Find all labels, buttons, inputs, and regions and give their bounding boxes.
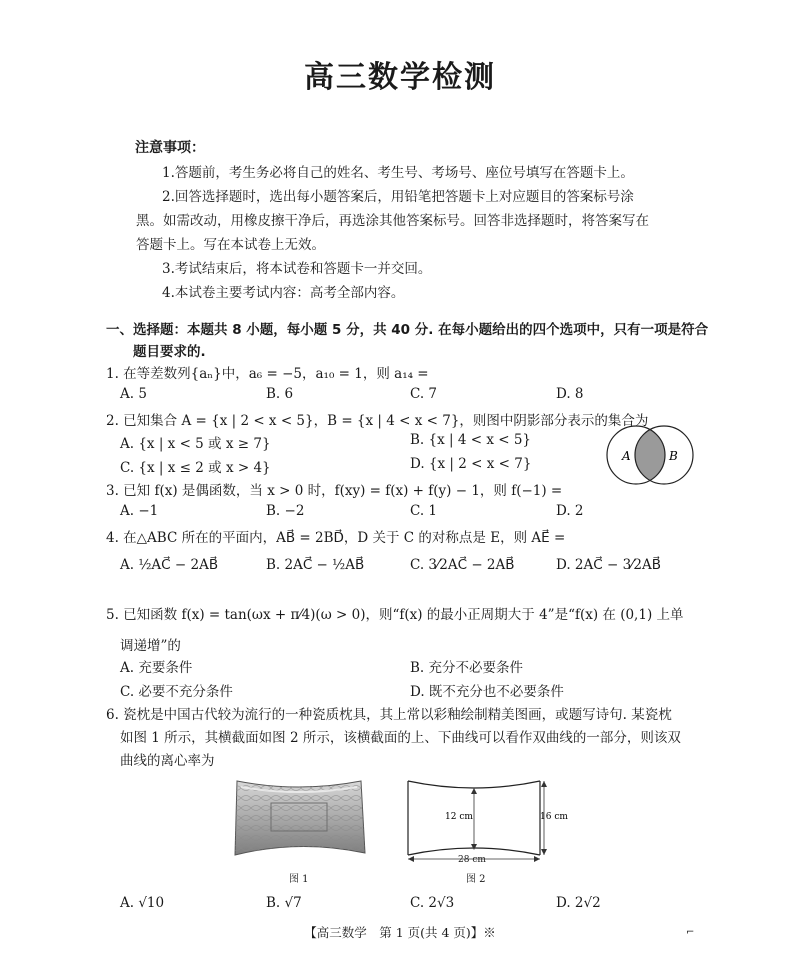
q1-option-d: D. 8 <box>556 386 584 402</box>
q5-stem: 5. 已知函数 f(x) = tan(ωx + π⁄4)(ω > 0)，则“f(x) 的最小正周期大于 4”是“f(x) 在 (0,1) 上单 <box>106 607 684 623</box>
notice-line-3: 黑。如需改动，用橡皮擦干净后，再选涂其他答案标号。回答非选择题时，将答案写在 <box>136 213 649 229</box>
corner-mark: ⌐ <box>686 927 695 938</box>
q2-option-c: C. {x | x ≤ 2 或 x > 4} <box>120 460 271 476</box>
q4-stem: 4. 在△ABC 所在的平面内，AB⃗ = 2BD⃗，D 关于 C 的对称点是 E，则 AE⃗ = <box>106 530 566 546</box>
notice-line-1: 1.答题前，考生务必将自己的姓名、考生号、考场号、座位号填写在答题卡上。 <box>162 165 634 181</box>
q4-option-b: B. 2AC⃗ − ½AB⃗ <box>266 557 365 573</box>
q1-option-a: A. 5 <box>120 386 147 402</box>
q5-option-c: C. 必要不充分条件 <box>120 684 233 700</box>
notice-heading: 注意事项： <box>135 140 205 156</box>
q1-option-b: B. 6 <box>266 386 294 402</box>
q2-option-d: D. {x | 2 < x < 7} <box>410 456 532 472</box>
q2-option-b: B. {x | 4 < x < 5} <box>410 432 532 448</box>
q5-stem-cont: 调递增”的 <box>120 638 181 654</box>
notice-line-2: 2.回答选择题时，选出每小题答案后，用铅笔把答题卡上对应题目的答案标号涂 <box>162 189 634 205</box>
q4-option-c: C. 3⁄2AC⃗ − 2AB⃗ <box>410 557 515 573</box>
q2-stem: 2. 已知集合 A = {x | 2 < x < 5}，B = {x | 4 < x < 7}，则图中阴影部分表示的集合为 <box>106 413 649 429</box>
page-title: 高三数学检测 <box>304 60 496 95</box>
upper-curve <box>408 781 540 788</box>
q5-option-a: A. 充要条件 <box>120 660 193 676</box>
dim-16-label: 16 cm <box>540 812 568 822</box>
figure-1-caption: 图 1 <box>289 874 309 885</box>
q4-option-d: D. 2AC⃗ − 3⁄2AB⃗ <box>556 557 662 573</box>
venn-label-a: A <box>622 449 631 463</box>
figure-2-caption: 图 2 <box>466 874 486 885</box>
q6-option-c: C. 2√3 <box>410 895 455 911</box>
q3-option-a: A. −1 <box>120 503 159 519</box>
notice-line-4: 答题卡上。写在本试卷上无效。 <box>136 237 325 253</box>
q5-option-b: B. 充分不必要条件 <box>410 660 524 676</box>
q6-option-d: D. 2√2 <box>556 895 601 911</box>
notice-line-5: 3.考试结束后，将本试卷和答题卡一并交回。 <box>162 261 432 277</box>
q1-option-c: C. 7 <box>410 386 438 402</box>
q6-option-b: B. √7 <box>266 895 302 911</box>
q6-stem-cont-2: 曲线的离心率为 <box>120 753 215 769</box>
page-footer: 【高三数学 第 1 页(共 4 页)】※ <box>304 925 496 940</box>
figure-1-pillow-photo <box>231 773 368 865</box>
q1-stem: 1. 在等差数列{aₙ}中，a₆ = −5，a₁₀ = 1，则 a₁₄ = <box>106 366 429 382</box>
section-header-cont: 题目要求的. <box>133 344 206 360</box>
q6-option-a: A. √10 <box>120 895 165 911</box>
venn-label-b: B <box>669 449 678 463</box>
q5-option-d: D. 既不充分也不必要条件 <box>410 684 564 700</box>
dim-28-label: 28 cm <box>458 855 486 865</box>
q6-stem: 6. 瓷枕是中国古代较为流行的一种瓷质枕具，其上常以彩釉绘制精美图画，或题写诗句. 某瓷枕 <box>106 707 672 723</box>
dim-12-label: 12 cm <box>445 812 473 822</box>
venn-diagram <box>600 424 700 486</box>
section-header: 一、选择题：本题共 8 小题，每小题 5 分，共 40 分. 在每小题给出的四个选项中，只有一项是符合 <box>106 322 709 338</box>
q3-option-b: B. −2 <box>266 503 305 519</box>
notice-line-6: 4.本试卷主要考试内容：高考全部内容。 <box>162 285 405 301</box>
q2-option-a: A. {x | x < 5 或 x ≥ 7} <box>120 436 271 452</box>
figure-2-cross-section <box>400 773 570 865</box>
q4-option-a: A. ½AC⃗ − 2AB⃗ <box>120 557 219 573</box>
q3-option-d: D. 2 <box>556 503 584 519</box>
q3-stem: 3. 已知 f(x) 是偶函数，当 x > 0 时，f(xy) = f(x) + f(y) − 1，则 f(−1) = <box>106 483 563 499</box>
q6-stem-cont-1: 如图 1 所示，其横截面如图 2 所示，该横截面的上、下曲线可以看作双曲线的一部分，则该双 <box>120 730 681 746</box>
q3-option-c: C. 1 <box>410 503 438 519</box>
